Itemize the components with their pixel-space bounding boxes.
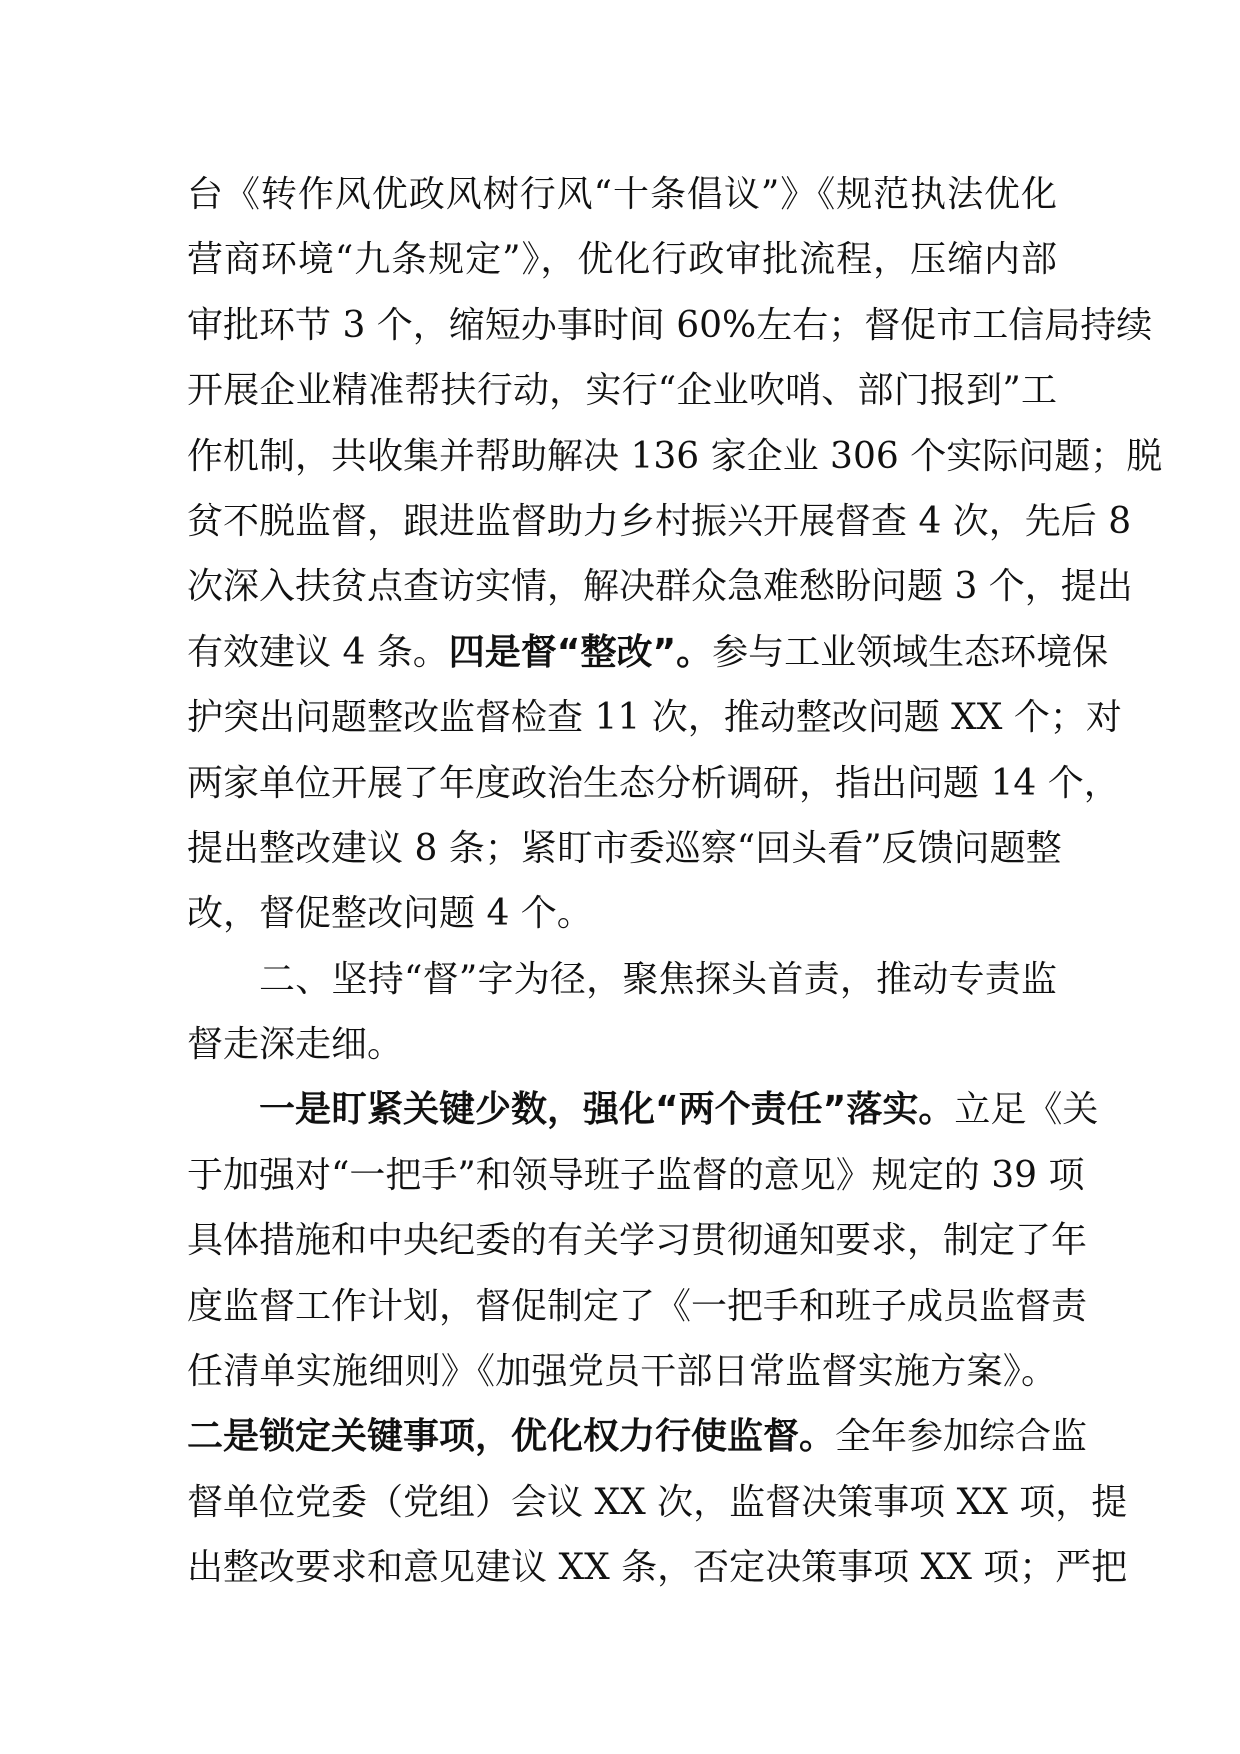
text-line — [187, 620, 1109, 685]
body-text: 开展企业精准帮扶行动，实行“企业吹哨、部门报到”工 — [187, 370, 1057, 412]
text-line — [187, 1208, 1088, 1273]
body-text: 立足《关 — [954, 1089, 1099, 1131]
text-line — [187, 489, 1132, 554]
text-line — [187, 227, 1057, 292]
body-text: 二、坚持“督”字为径，聚焦探头首责，推动专责监 — [259, 958, 1057, 1000]
text-line — [187, 947, 1057, 1012]
bold-heading-text: 四是督“整改”。 — [448, 631, 713, 673]
body-text: 护突出问题整改监督检查 11 次，推动整改问题 XX 个；对 — [187, 697, 1122, 739]
text-line — [187, 1339, 1057, 1404]
body-text: 出整改要求和意见建议 XX 条，否定决策事项 XX 项；严把 — [187, 1547, 1128, 1589]
text-line — [187, 881, 1057, 946]
body-text: 营商环境“九条规定”》，优化行政审批流程，压缩内部 — [187, 239, 1057, 281]
text-line — [187, 554, 1133, 619]
text-line — [187, 424, 1163, 489]
text-line — [187, 162, 1057, 227]
text-line — [187, 1012, 1057, 1077]
text-line — [187, 1274, 1088, 1339]
body-text: 具体措施和中央纪委的有关学习贯彻通知要求，制定了年 — [187, 1220, 1088, 1262]
body-text: 作机制，共收集并帮助解决 136 家企业 306 个实际问题；脱 — [187, 435, 1163, 477]
body-text: 督走深走细。 — [187, 1024, 404, 1066]
text-line — [187, 685, 1122, 750]
body-text: 审批环节 3 个，缩短办事时间 60%左右；督促市工信局持续 — [187, 304, 1153, 346]
text-line — [187, 1470, 1128, 1535]
text-line — [187, 1404, 1088, 1469]
text-line — [187, 1143, 1085, 1208]
body-text: 有效建议 4 条。 — [187, 631, 449, 673]
text-line — [187, 1077, 1099, 1142]
body-text: 任清单实施细则》《加强党员干部日常监督实施方案》。 — [187, 1351, 1057, 1393]
text-line — [187, 358, 1057, 423]
document-body — [187, 162, 1163, 1601]
text-line — [187, 751, 1120, 816]
body-text: 全年参加综合监 — [835, 1416, 1088, 1458]
text-line — [187, 1535, 1128, 1600]
body-text: 于加强对“一把手”和领导班子监督的意见》规定的 39 项 — [187, 1154, 1085, 1196]
body-text: 台《转作风优政风树行风“十条倡议”》《规范执法优化 — [187, 174, 1057, 215]
bold-heading-text: 一是盯紧关键少数，强化“两个责任”落实。 — [259, 1089, 955, 1131]
body-text: 改，督促整改问题 4 个。 — [187, 893, 593, 935]
body-text: 度监督工作计划，督促制定了《一把手和班子成员监督责 — [187, 1285, 1088, 1327]
body-text: 次深入扶贫点查访实情，解决群众急难愁盼问题 3 个，提出 — [187, 566, 1133, 608]
text-line — [187, 293, 1153, 358]
bold-heading-text: 二是锁定关键事项，优化权力行使监督。 — [187, 1416, 836, 1458]
body-text: 参与工业领域生态环境保 — [712, 631, 1109, 673]
body-text: 贫不脱监督，跟进监督助力乡村振兴开展督查 4 次，先后 8 — [187, 500, 1132, 542]
body-text: 两家单位开展了年度政治生态分析调研，指出问题 14 个， — [187, 762, 1120, 804]
body-text: 提出整改建议 8 条；紧盯市委巡察“回头看”反馈问题整 — [187, 827, 1062, 869]
body-text: 督单位党委（党组）会议 XX 次，监督决策事项 XX 项，提 — [187, 1481, 1128, 1523]
text-line — [187, 816, 1062, 881]
